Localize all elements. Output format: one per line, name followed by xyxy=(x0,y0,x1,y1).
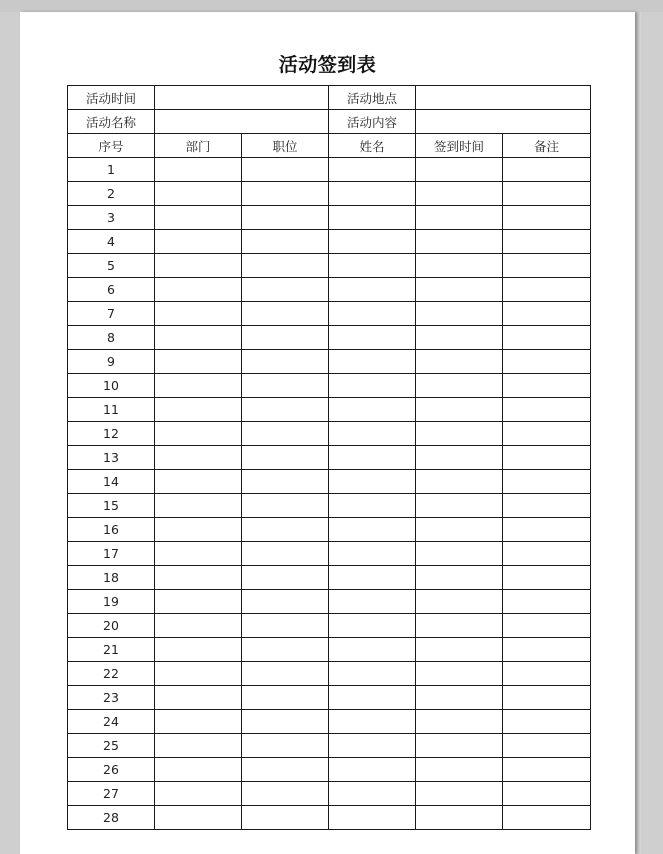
entry-cell[interactable] xyxy=(329,614,416,638)
entry-cell[interactable] xyxy=(155,230,242,254)
entry-cell[interactable] xyxy=(503,806,591,830)
row-number: 22 xyxy=(68,662,155,686)
entry-cell[interactable] xyxy=(416,614,503,638)
entry-cell[interactable] xyxy=(242,470,329,494)
entry-cell[interactable] xyxy=(329,542,416,566)
table-row xyxy=(68,446,591,470)
entry-cell[interactable] xyxy=(155,566,242,590)
entry-cell[interactable] xyxy=(155,254,242,278)
info-label: 活动时间 xyxy=(68,86,155,110)
row-number: 9 xyxy=(68,350,155,374)
info-label: 活动内容 xyxy=(329,110,416,134)
row-number: 6 xyxy=(68,278,155,302)
table-row xyxy=(68,494,591,518)
entry-cell[interactable] xyxy=(155,182,242,206)
table-row xyxy=(68,302,591,326)
entry-cell[interactable] xyxy=(416,566,503,590)
entry-cell[interactable] xyxy=(242,638,329,662)
row-number: 10 xyxy=(68,374,155,398)
entry-cell[interactable] xyxy=(329,350,416,374)
row-number: 14 xyxy=(68,470,155,494)
entry-cell[interactable] xyxy=(242,182,329,206)
table-row xyxy=(68,686,591,710)
entry-cell[interactable] xyxy=(155,206,242,230)
row-number: 13 xyxy=(68,446,155,470)
entry-cell[interactable] xyxy=(329,710,416,734)
entry-cell[interactable] xyxy=(416,686,503,710)
table-row xyxy=(68,326,591,350)
row-number: 4 xyxy=(68,230,155,254)
row-number: 3 xyxy=(68,206,155,230)
entry-cell[interactable] xyxy=(329,278,416,302)
entry-cell[interactable] xyxy=(416,374,503,398)
entry-cell[interactable] xyxy=(416,326,503,350)
document-title: 活动签到表 xyxy=(278,54,377,76)
entry-cell[interactable] xyxy=(503,230,591,254)
entry-cell[interactable] xyxy=(416,734,503,758)
entry-cell[interactable] xyxy=(503,782,591,806)
entry-cell[interactable] xyxy=(242,326,329,350)
row-number: 27 xyxy=(68,782,155,806)
entry-cell[interactable] xyxy=(503,638,591,662)
page-shadow xyxy=(635,12,641,854)
entry-cell[interactable] xyxy=(155,662,242,686)
entry-cell[interactable] xyxy=(329,566,416,590)
table-row xyxy=(68,638,591,662)
column-header: 序号 xyxy=(68,134,155,158)
entry-cell[interactable] xyxy=(329,518,416,542)
entry-cell[interactable] xyxy=(329,758,416,782)
entry-cell[interactable] xyxy=(416,182,503,206)
entry-cell[interactable] xyxy=(242,686,329,710)
row-number: 19 xyxy=(68,590,155,614)
entry-cell[interactable] xyxy=(155,374,242,398)
table-row xyxy=(68,470,591,494)
column-header: 备注 xyxy=(503,134,591,158)
entry-cell[interactable] xyxy=(503,542,591,566)
table-row xyxy=(68,422,591,446)
entry-cell[interactable] xyxy=(416,806,503,830)
entry-cell[interactable] xyxy=(155,302,242,326)
entry-cell[interactable] xyxy=(416,302,503,326)
entry-cell[interactable] xyxy=(503,206,591,230)
entry-cell[interactable] xyxy=(416,278,503,302)
info-value-cell[interactable] xyxy=(155,110,329,134)
entry-cell[interactable] xyxy=(503,734,591,758)
entry-cell[interactable] xyxy=(503,278,591,302)
row-number: 2 xyxy=(68,182,155,206)
entry-cell[interactable] xyxy=(503,614,591,638)
entry-cell[interactable] xyxy=(503,662,591,686)
entry-cell[interactable] xyxy=(242,254,329,278)
table-row xyxy=(68,590,591,614)
table-row xyxy=(68,542,591,566)
info-value-cell[interactable] xyxy=(155,86,329,110)
entry-cell[interactable] xyxy=(242,518,329,542)
entry-cell[interactable] xyxy=(242,542,329,566)
entry-cell[interactable] xyxy=(503,398,591,422)
entry-cell[interactable] xyxy=(155,542,242,566)
row-number: 16 xyxy=(68,518,155,542)
entry-cell[interactable] xyxy=(503,758,591,782)
table-row xyxy=(68,758,591,782)
entry-cell[interactable] xyxy=(329,782,416,806)
entry-cell[interactable] xyxy=(242,398,329,422)
row-number: 24 xyxy=(68,710,155,734)
entry-cell[interactable] xyxy=(329,302,416,326)
entry-cell[interactable] xyxy=(329,590,416,614)
header-row xyxy=(68,134,591,158)
entry-cell[interactable] xyxy=(242,734,329,758)
entry-cell[interactable] xyxy=(155,686,242,710)
entry-cell[interactable] xyxy=(242,662,329,686)
row-number: 8 xyxy=(68,326,155,350)
table-row xyxy=(68,806,591,830)
table-row xyxy=(68,398,591,422)
entry-cell[interactable] xyxy=(416,638,503,662)
info-row xyxy=(68,86,591,110)
entry-cell[interactable] xyxy=(416,662,503,686)
entry-cell[interactable] xyxy=(503,422,591,446)
row-number: 12 xyxy=(68,422,155,446)
entry-cell[interactable] xyxy=(155,734,242,758)
entry-cell[interactable] xyxy=(242,374,329,398)
document-page xyxy=(20,12,635,854)
table-row xyxy=(68,206,591,230)
table-row xyxy=(68,374,591,398)
entry-cell[interactable] xyxy=(503,158,591,182)
entry-cell[interactable] xyxy=(329,326,416,350)
info-value-cell[interactable] xyxy=(416,86,591,110)
entry-cell[interactable] xyxy=(329,374,416,398)
entry-cell[interactable] xyxy=(416,206,503,230)
entry-cell[interactable] xyxy=(242,302,329,326)
entry-cell[interactable] xyxy=(503,710,591,734)
entry-cell[interactable] xyxy=(155,710,242,734)
table-row xyxy=(68,710,591,734)
entry-cell[interactable] xyxy=(155,158,242,182)
entry-cell[interactable] xyxy=(242,278,329,302)
column-header: 职位 xyxy=(242,134,329,158)
entry-cell[interactable] xyxy=(503,686,591,710)
entry-cell[interactable] xyxy=(416,230,503,254)
entry-cell[interactable] xyxy=(242,566,329,590)
entry-cell[interactable] xyxy=(329,494,416,518)
entry-cell[interactable] xyxy=(416,470,503,494)
row-number: 11 xyxy=(68,398,155,422)
entry-cell[interactable] xyxy=(329,470,416,494)
entry-cell[interactable] xyxy=(416,350,503,374)
table-row xyxy=(68,662,591,686)
signin-table xyxy=(67,85,591,830)
entry-cell[interactable] xyxy=(242,446,329,470)
entry-cell[interactable] xyxy=(242,614,329,638)
entry-cell[interactable] xyxy=(242,758,329,782)
entry-cell[interactable] xyxy=(416,422,503,446)
entry-cell[interactable] xyxy=(503,566,591,590)
viewer-background xyxy=(0,0,663,12)
entry-cell[interactable] xyxy=(503,350,591,374)
entry-cell[interactable] xyxy=(416,518,503,542)
entry-cell[interactable] xyxy=(242,422,329,446)
entry-cell[interactable] xyxy=(416,542,503,566)
entry-cell[interactable] xyxy=(416,398,503,422)
entry-cell[interactable] xyxy=(329,806,416,830)
entry-cell[interactable] xyxy=(155,590,242,614)
table-row xyxy=(68,614,591,638)
info-row xyxy=(68,110,591,134)
entry-cell[interactable] xyxy=(155,806,242,830)
row-number: 26 xyxy=(68,758,155,782)
entry-cell[interactable] xyxy=(329,638,416,662)
entry-cell[interactable] xyxy=(242,230,329,254)
entry-cell[interactable] xyxy=(503,446,591,470)
entry-cell[interactable] xyxy=(503,302,591,326)
entry-cell[interactable] xyxy=(329,686,416,710)
entry-cell[interactable] xyxy=(503,254,591,278)
entry-cell[interactable] xyxy=(155,614,242,638)
table-row xyxy=(68,350,591,374)
entry-cell[interactable] xyxy=(503,494,591,518)
info-value-cell[interactable] xyxy=(416,110,591,134)
entry-cell[interactable] xyxy=(242,350,329,374)
table-row xyxy=(68,734,591,758)
entry-cell[interactable] xyxy=(329,398,416,422)
entry-cell[interactable] xyxy=(329,182,416,206)
entry-cell[interactable] xyxy=(329,206,416,230)
entry-cell[interactable] xyxy=(503,518,591,542)
entry-cell[interactable] xyxy=(155,638,242,662)
entry-cell[interactable] xyxy=(416,446,503,470)
table-row xyxy=(68,182,591,206)
table-row xyxy=(68,782,591,806)
entry-cell[interactable] xyxy=(155,470,242,494)
entry-cell[interactable] xyxy=(503,590,591,614)
entry-cell[interactable] xyxy=(416,254,503,278)
entry-cell[interactable] xyxy=(155,518,242,542)
entry-cell[interactable] xyxy=(329,662,416,686)
table-row xyxy=(68,518,591,542)
entry-cell[interactable] xyxy=(155,398,242,422)
entry-cell[interactable] xyxy=(503,470,591,494)
row-number: 17 xyxy=(68,542,155,566)
entry-cell[interactable] xyxy=(155,446,242,470)
entry-cell[interactable] xyxy=(242,206,329,230)
row-number: 23 xyxy=(68,686,155,710)
entry-cell[interactable] xyxy=(503,182,591,206)
entry-cell[interactable] xyxy=(155,350,242,374)
column-header: 部门 xyxy=(155,134,242,158)
info-label: 活动地点 xyxy=(329,86,416,110)
row-number: 7 xyxy=(68,302,155,326)
entry-cell[interactable] xyxy=(329,446,416,470)
row-number: 21 xyxy=(68,638,155,662)
entry-cell[interactable] xyxy=(242,158,329,182)
entry-cell[interactable] xyxy=(242,806,329,830)
row-number: 1 xyxy=(68,158,155,182)
entry-cell[interactable] xyxy=(416,758,503,782)
entry-cell[interactable] xyxy=(329,158,416,182)
entry-cell[interactable] xyxy=(416,782,503,806)
entry-cell[interactable] xyxy=(155,494,242,518)
column-header: 姓名 xyxy=(329,134,416,158)
entry-cell[interactable] xyxy=(329,734,416,758)
entry-cell[interactable] xyxy=(503,374,591,398)
table-row xyxy=(68,254,591,278)
row-number: 25 xyxy=(68,734,155,758)
entry-cell[interactable] xyxy=(155,758,242,782)
entry-cell[interactable] xyxy=(155,782,242,806)
entry-cell[interactable] xyxy=(416,158,503,182)
entry-cell[interactable] xyxy=(416,710,503,734)
entry-cell[interactable] xyxy=(416,494,503,518)
column-header: 签到时间 xyxy=(416,134,503,158)
entry-cell[interactable] xyxy=(242,590,329,614)
entry-cell[interactable] xyxy=(329,254,416,278)
row-number: 18 xyxy=(68,566,155,590)
entry-cell[interactable] xyxy=(329,230,416,254)
entry-cell[interactable] xyxy=(503,326,591,350)
entry-cell[interactable] xyxy=(155,326,242,350)
table-row xyxy=(68,158,591,182)
row-number: 5 xyxy=(68,254,155,278)
entry-cell[interactable] xyxy=(416,590,503,614)
table-row xyxy=(68,278,591,302)
table-row xyxy=(68,230,591,254)
row-number: 15 xyxy=(68,494,155,518)
entry-cell[interactable] xyxy=(242,494,329,518)
entry-cell[interactable] xyxy=(329,422,416,446)
entry-cell[interactable] xyxy=(155,422,242,446)
info-label: 活动名称 xyxy=(68,110,155,134)
entry-cell[interactable] xyxy=(242,710,329,734)
entry-cell[interactable] xyxy=(155,278,242,302)
table-row xyxy=(68,566,591,590)
row-number: 20 xyxy=(68,614,155,638)
entry-cell[interactable] xyxy=(242,782,329,806)
row-number: 28 xyxy=(68,806,155,830)
